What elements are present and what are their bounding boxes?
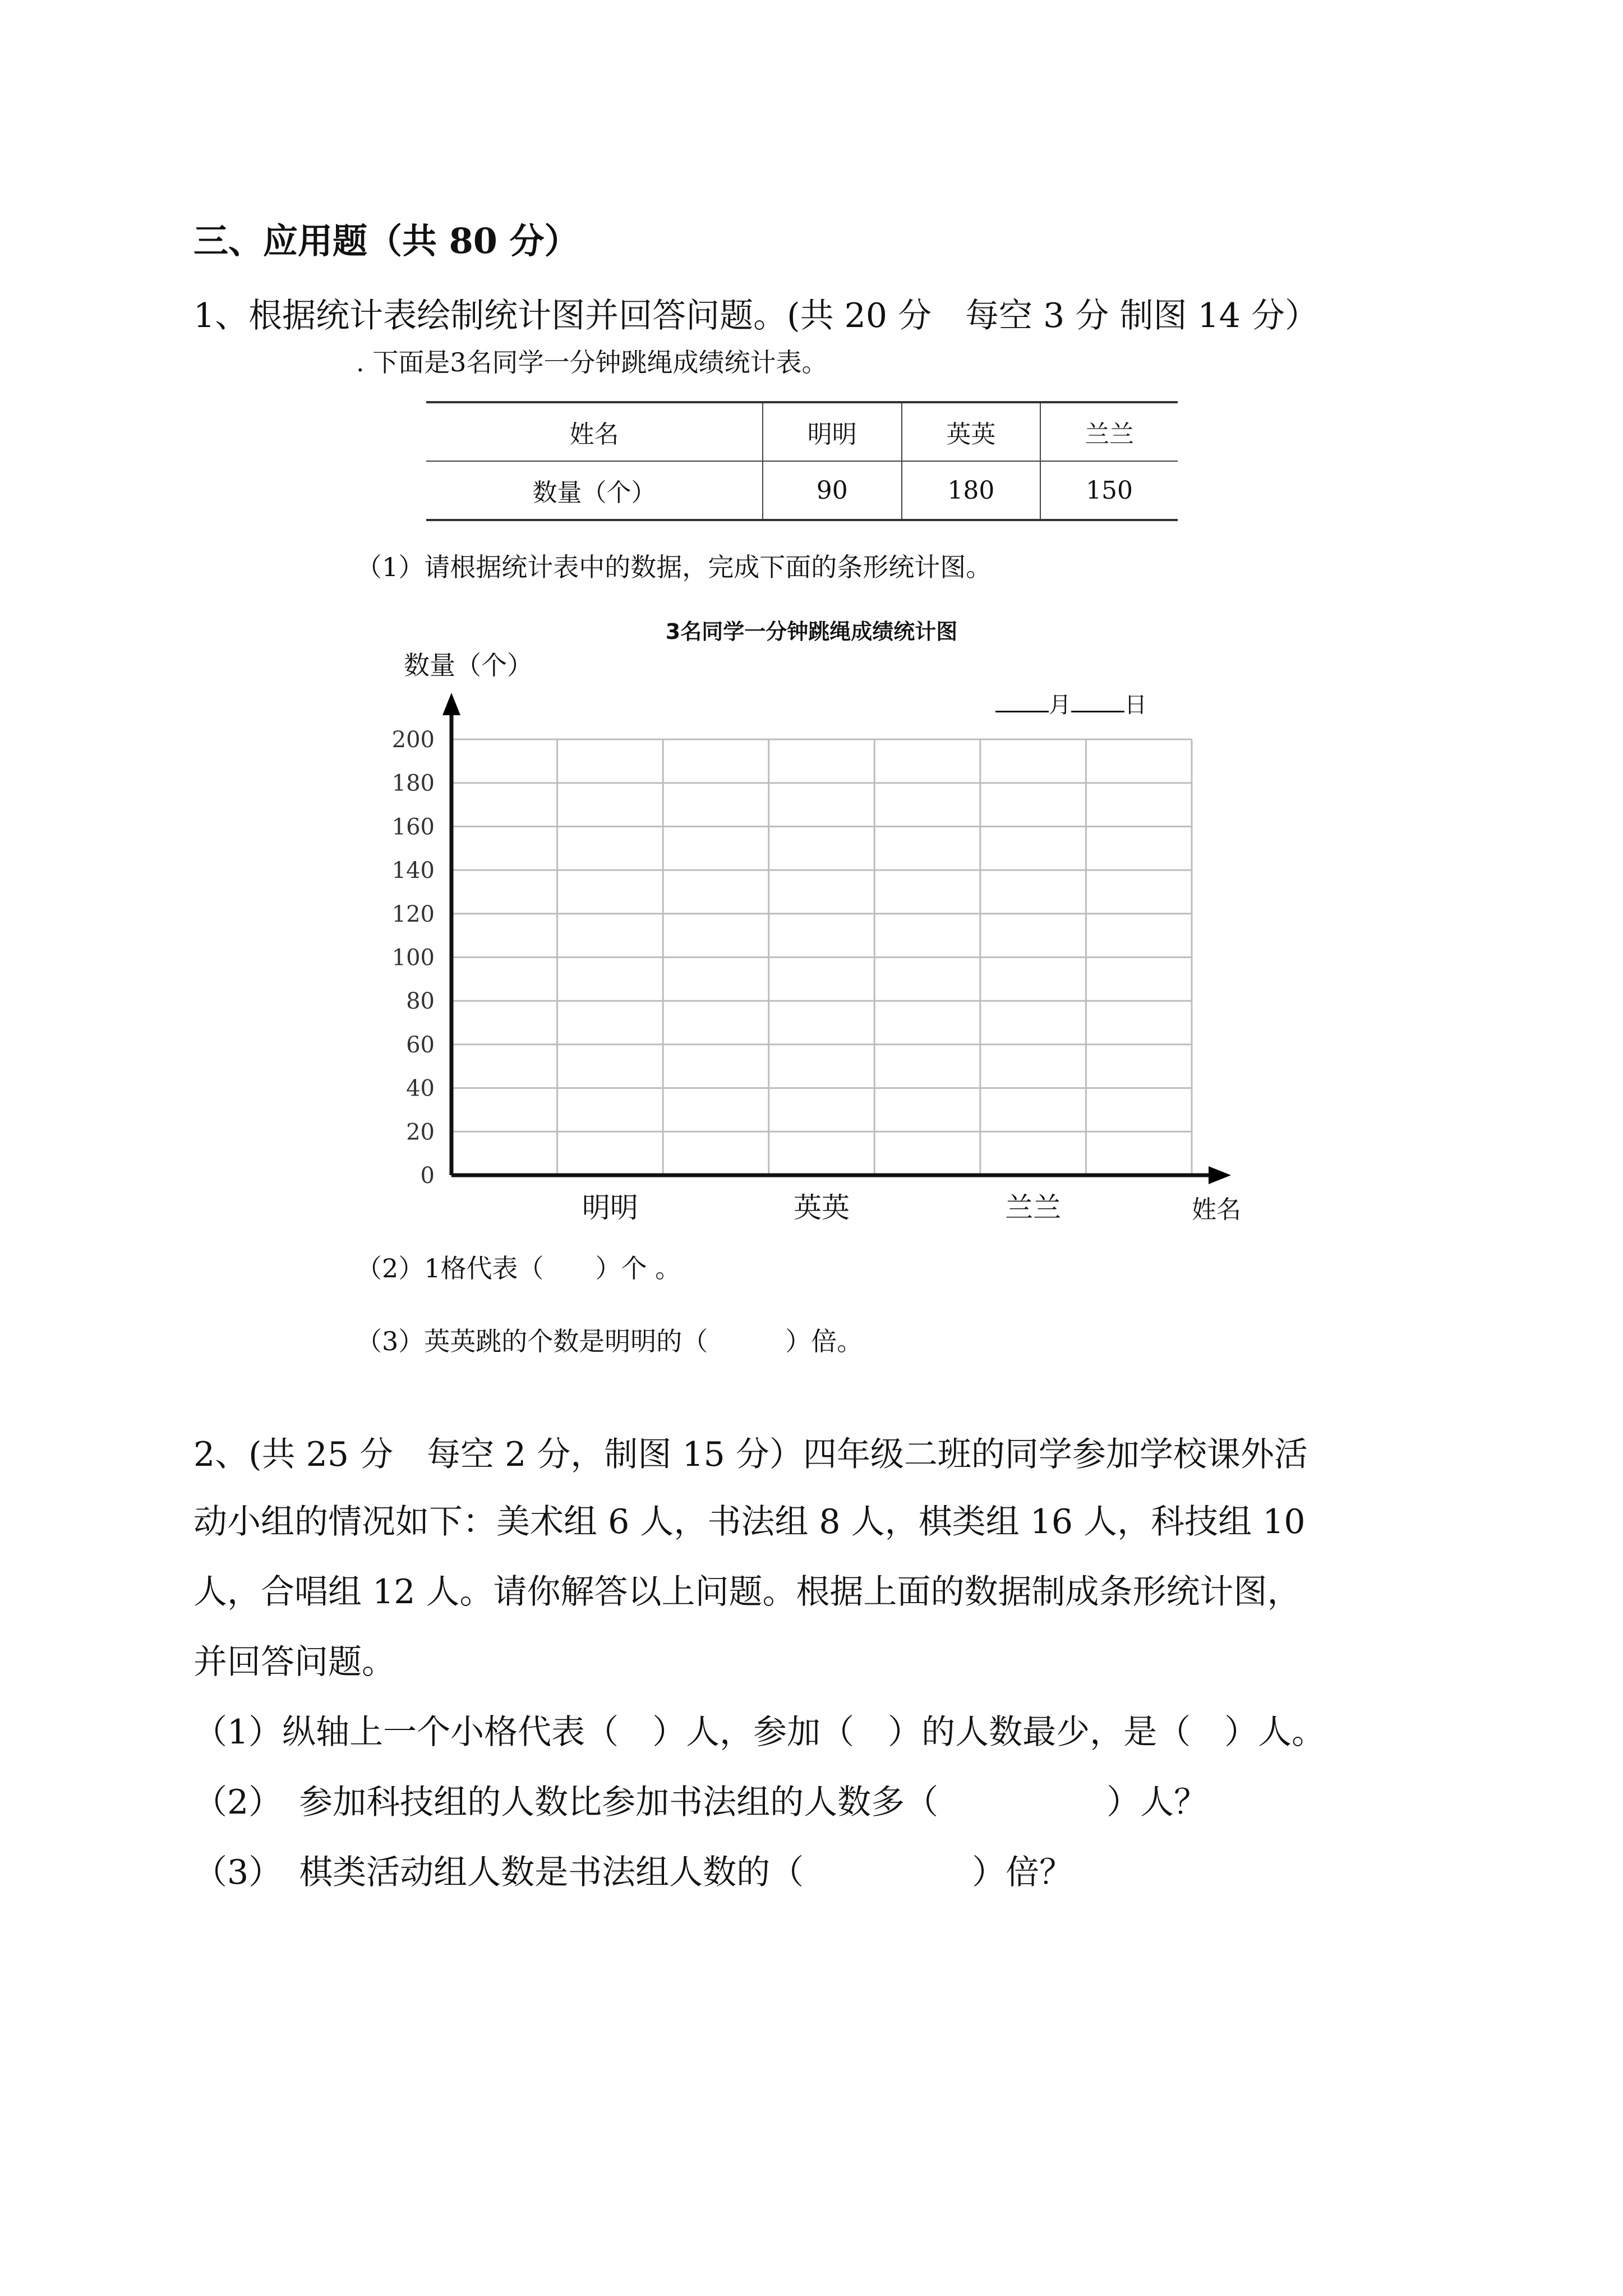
chart-x-axis-label: 姓名 [1192, 1195, 1241, 1224]
y-tick-label: 80 [406, 988, 435, 1015]
q2-sub2: （2） 参加科技组的人数比参加书法组的人数多（ ）人？ [193, 1783, 1208, 1822]
y-axis-arrow [442, 693, 460, 715]
y-tick-label: 200 [391, 727, 435, 753]
y-tick-label: 180 [391, 770, 435, 797]
table-header-cell: 明明 [763, 402, 902, 461]
chart-axes [442, 693, 1231, 1184]
table-cell: 150 [1040, 461, 1178, 520]
q1-sub2: （2）1格代表（ ）个 。 [356, 1253, 681, 1283]
table-cell: 数量（个） [426, 461, 763, 520]
q2-sub1: （1）纵轴上一个小格代表（ ）人，参加（ ）的人数最少，是（ ）人。 [193, 1713, 1326, 1752]
y-tick-label: 0 [420, 1163, 435, 1189]
q2-line3: 人，合唱组 12 人。请你解答以上问题。根据上面的数据制成条形统计图， [193, 1572, 1301, 1612]
q2-line1: 2、(共 25 分 每空 2 分，制图 15 分）四年级二班的同学参加学校课外活 [193, 1435, 1308, 1474]
q2-line4: 并回答问题。 [193, 1642, 395, 1682]
y-tick-label: 100 [391, 945, 435, 971]
q1-sub1: （1）请根据统计表中的数据，完成下面的条形统计图。 [356, 552, 992, 582]
table-cell: 180 [902, 461, 1041, 520]
chart-labels [392, 727, 1062, 1224]
y-tick-label: 40 [406, 1075, 435, 1102]
y-tick-label: 120 [391, 901, 435, 927]
table-header-cell: 兰兰 [1040, 402, 1178, 461]
table-cell: 90 [763, 461, 902, 520]
table-header-cell: 英英 [902, 402, 1041, 461]
table-header-cell: 姓名 [426, 402, 763, 461]
x-category-label: 明明 [582, 1191, 638, 1224]
y-tick-label: 60 [406, 1032, 435, 1058]
x-category-label: 英英 [794, 1191, 850, 1224]
q1-table-caption: . 下面是3名同学一分钟跳绳成绩统计表。 [356, 347, 828, 378]
chart-grid [451, 739, 1192, 1175]
y-tick-label: 160 [391, 814, 435, 840]
chart-title: 3名同学一分钟跳绳成绩统计图 [665, 619, 958, 644]
y-tick-label: 20 [406, 1119, 435, 1145]
x-category-label: 兰兰 [1005, 1191, 1062, 1224]
chart-y-axis-label: 数量（个） [404, 650, 533, 680]
y-tick-label: 140 [391, 858, 435, 884]
section-title: 三、应用题（共 80 分） [193, 220, 579, 261]
month-label: 月 [1049, 692, 1071, 718]
day-label: 日 [1124, 692, 1147, 718]
q1-sub3: （3）英英跳的个数是明明的（ ）倍。 [356, 1326, 863, 1356]
q2-line2: 动小组的情况如下：美术组 6 人，书法组 8 人，棋类组 16 人，科技组 10 [193, 1502, 1306, 1542]
q1-prompt: 1、根据统计表绘制统计图并回答问题。(共 20 分 每空 3 分 制图 14 分） [193, 296, 1318, 335]
x-axis-arrow [1209, 1166, 1231, 1184]
q2-sub3: （3） 棋类活动组人数是书法组人数的（ ）倍？ [193, 1853, 1073, 1892]
